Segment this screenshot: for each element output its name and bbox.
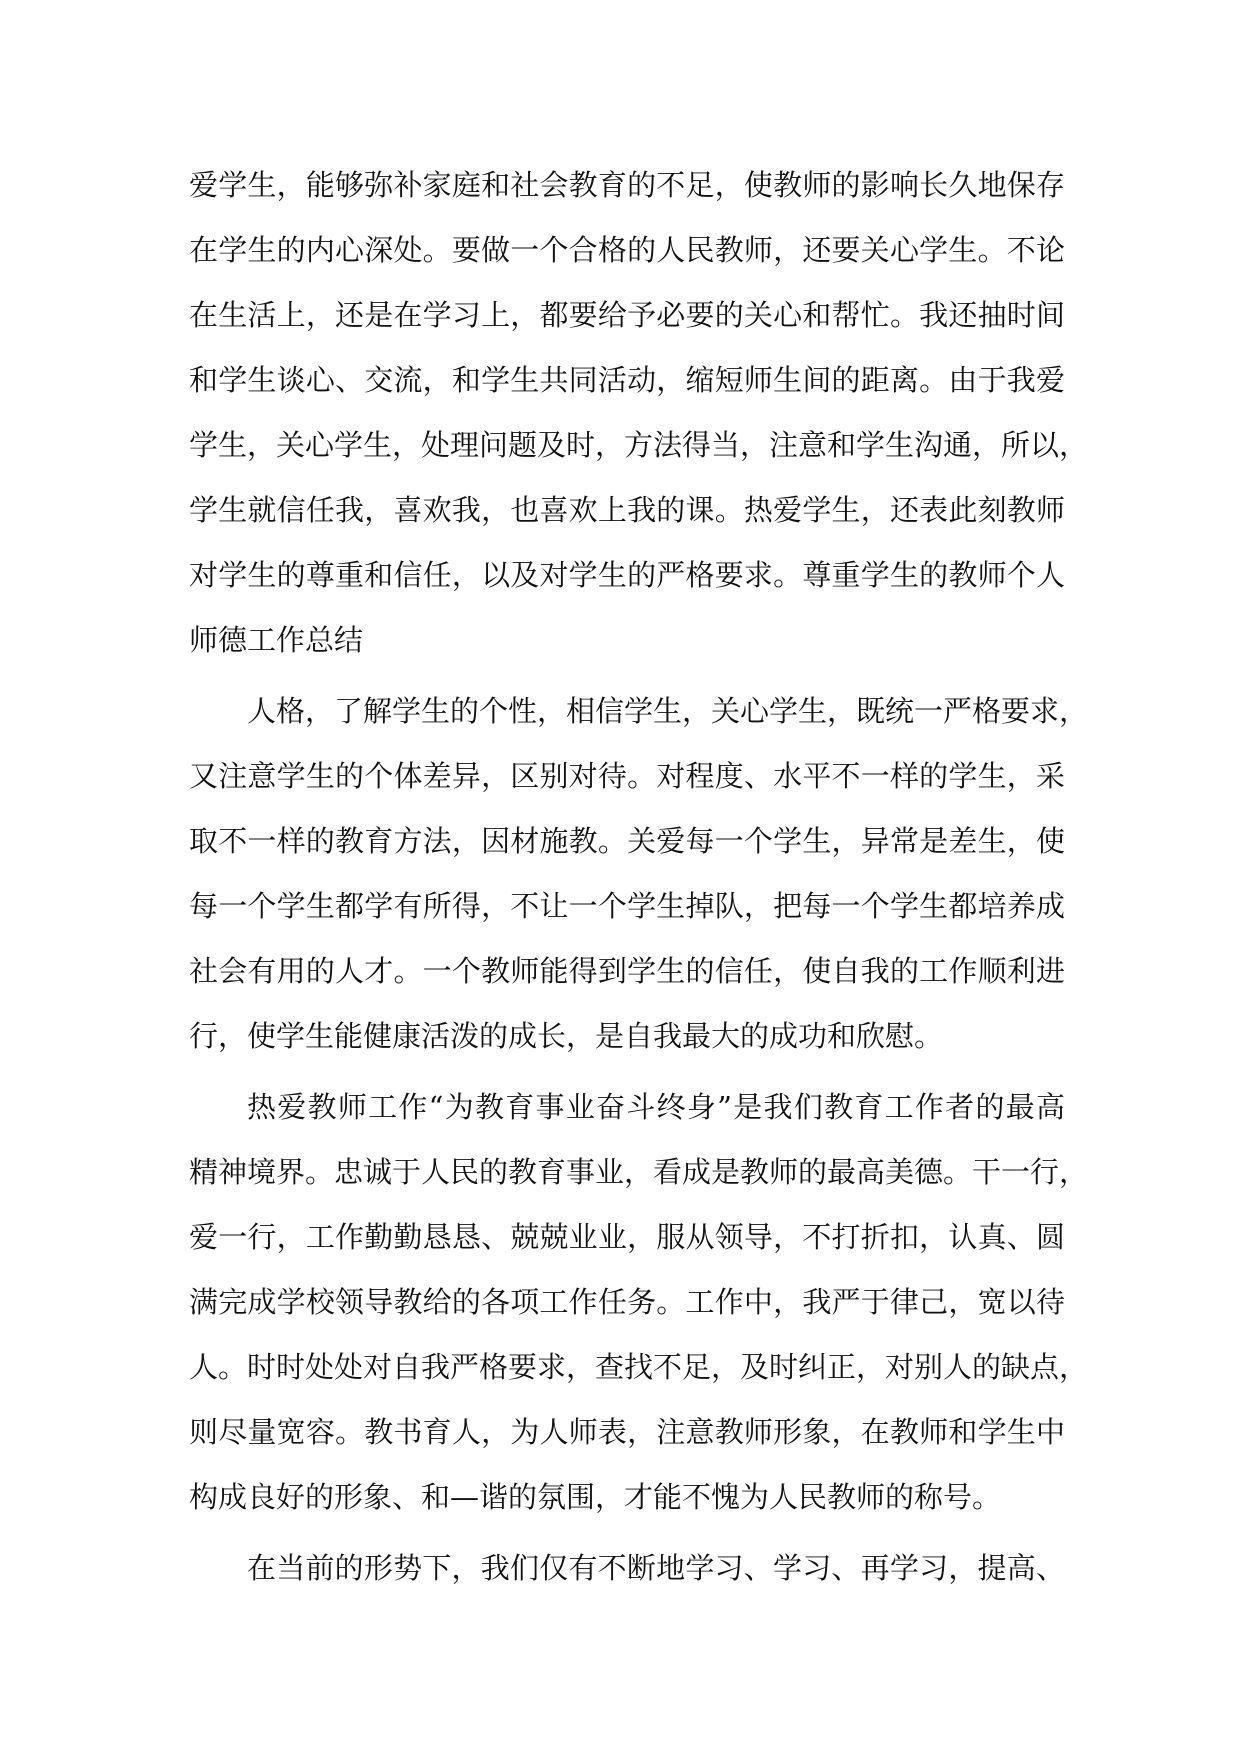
- text-line: 取不一样的教育方法，因材施教。关爱每一个学生，异常是差生，使: [189, 824, 1065, 858]
- text-line: 则尽量宽容。教书育人，为人师表，注意教师形象，在教师和学生中: [189, 1415, 1065, 1449]
- text-line: 构成良好的形象、和—谐的氛围，才能不愧为人民教师的称号。: [189, 1480, 1002, 1514]
- text-line: 爱一行，工作勤勤恳恳、兢兢业业，服从领导，不打折扣，认真、圆: [189, 1220, 1065, 1254]
- text-line: 在学生的内心深处。要做一个合格的人民教师，还要关心学生。不论: [189, 233, 1065, 267]
- text-line: 人格，了解学生的个性，相信学生，关心学生，既统一严格要求，: [247, 694, 1089, 728]
- text-line: 对学生的尊重和信任，以及对学生的严格要求。尊重学生的教师个人: [189, 558, 1065, 592]
- paragraph-1: [189, 157, 1089, 677]
- text-line: 师德工作总结: [189, 623, 364, 657]
- text-line: 热爱教师工作“为教育事业奋斗终身”是我们教育工作者的最高: [247, 1090, 1065, 1124]
- text-line: 精神境界。忠诚于人民的教育事业，看成是教师的最高美德。干一行，: [189, 1155, 1089, 1189]
- text-line: 行，使学生能健康活泼的成长，是自我最大的成功和欣慰。: [189, 1019, 944, 1053]
- text-line: 爱学生，能够弥补家庭和社会教育的不足，使教师的影响长久地保存: [189, 168, 1065, 202]
- text-line: 又注意学生的个体差异，区别对待。对程度、水平不一样的学生，采: [189, 759, 1065, 793]
- paragraph-2: [189, 683, 1089, 1073]
- text-line: 人。时时处处对自我严格要求，查找不足，及时纠正，对别人的缺点，: [189, 1350, 1089, 1384]
- text-line: 学生就信任我，喜欢我，也喜欢上我的课。热爱学生，还表此刻教师: [189, 493, 1065, 527]
- text-line: 在生活上，还是在学习上，都要给予必要的关心和帮忙。我还抽时间: [189, 298, 1065, 332]
- text-line: 和学生谈心、交流，和学生共同活动，缩短师生间的距离。由于我爱: [189, 363, 1065, 397]
- text-line: 学生，关心学生，处理问题及时，方法得当，注意和学生沟通，所以，: [189, 428, 1089, 462]
- document-body: [189, 157, 1089, 1605]
- text-line: 每一个学生都学有所得，不让一个学生掉队，把每一个学生都培养成: [189, 889, 1065, 923]
- paragraph-4: [189, 1540, 1065, 1605]
- text-line: 满完成学校领导教给的各项工作任务。工作中，我严于律己，宽以待: [189, 1285, 1065, 1319]
- paragraph-3: [189, 1079, 1089, 1534]
- text-line: 在当前的形势下，我们仅有不断地学习、学习、再学习，提高、: [247, 1551, 1065, 1585]
- text-line: 社会有用的人才。一个教师能得到学生的信任，使自我的工作顺利进: [189, 954, 1065, 988]
